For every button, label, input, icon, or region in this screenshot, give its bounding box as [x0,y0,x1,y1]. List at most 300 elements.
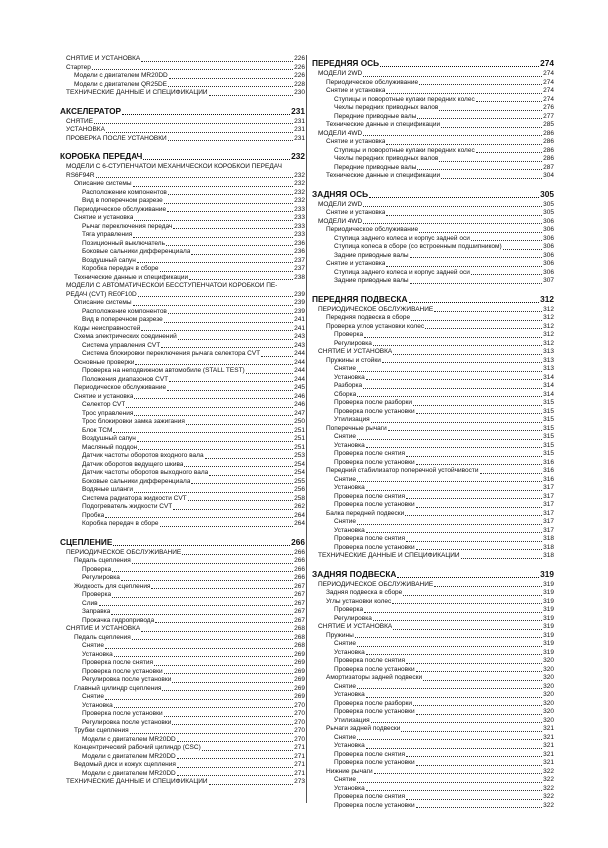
toc-entry[interactable] [312,527,554,536]
toc-section-heading[interactable] [60,536,305,549]
toc-page-number: 319 [543,589,554,596]
toc-entry[interactable] [312,138,554,147]
toc-entry[interactable] [60,308,305,317]
toc-entry-title: Проверка углов установки колес [326,322,425,330]
toc-entry[interactable] [60,617,305,626]
toc-entry-title: Воздушный сапун [82,435,136,442]
toc-page-number: 250 [294,418,305,425]
toc-entry[interactable] [60,64,305,73]
toc-entry-title: Модели с двигателем MR20DD [82,752,176,760]
toc-page-number: 306 [543,260,554,267]
toc-entry[interactable] [312,493,554,502]
toc-page-number: 244 [294,358,305,366]
toc-entry[interactable] [60,520,305,529]
dot-leader [503,249,542,250]
dot-leader [135,364,293,365]
toc-entry[interactable] [312,674,554,683]
toc-entry[interactable] [60,350,305,359]
toc-entry[interactable] [60,55,305,64]
toc-section-heading[interactable] [60,105,305,118]
toc-entry[interactable] [312,113,554,122]
toc-entry-title: ПЕРЕДНЯЯ ПОДВЕСКА [312,293,408,304]
toc-entry[interactable] [312,79,554,88]
dot-leader [162,690,293,691]
toc-entry[interactable] [60,444,305,453]
toc-entry[interactable] [60,214,305,223]
toc-page-number: 237 [294,265,305,272]
toc-entry-title: Основные проверки [74,358,135,366]
toc-entry[interactable] [60,118,305,127]
toc-entry[interactable] [312,742,554,751]
toc-entry[interactable] [60,608,305,617]
toc-entry[interactable] [60,549,305,558]
dot-leader [126,407,293,408]
dot-leader [114,656,293,657]
toc-entry[interactable] [312,96,554,105]
toc-entry-title: Проверка после установки [82,710,163,717]
toc-entry[interactable] [312,331,554,340]
toc-entry[interactable] [60,625,305,634]
toc-page-number: 319 [543,614,554,622]
toc-entry[interactable] [312,433,554,442]
toc-entry[interactable] [312,657,554,666]
dot-leader [413,705,542,706]
toc-entry-title: Ступицы и поворотные кулаки передних колес [334,95,475,103]
toc-entry[interactable] [60,197,305,206]
toc-entry[interactable] [60,384,305,393]
toc-entry[interactable] [60,574,305,583]
toc-page-number: 233 [294,214,305,221]
toc-entry[interactable] [312,340,554,349]
toc-entry-title: Расположение компонентов [82,188,167,196]
toc-page-number: 315 [543,407,554,415]
toc-entry-title: Проверка после снятия [334,793,406,800]
toc-entry[interactable] [312,552,554,561]
toc-entry[interactable] [60,778,305,787]
toc-entry[interactable] [312,459,554,468]
toc-entry[interactable] [60,359,305,368]
dot-leader [164,716,294,717]
toc-entry-title: Пробка [82,511,105,519]
toc-page-number: 322 [543,784,554,792]
toc-entry[interactable] [312,314,554,323]
toc-entry-title: Проверка после установки [334,708,415,715]
toc-section-heading[interactable] [312,568,554,581]
toc-entry-title: МОДЕЛИ С АВТОМАТИЧЕСКОЙ БЕССТУПЕНЧАТОЙ КОРОБКОЙ ПЕ- [66,282,278,289]
toc-page-number: 269 [294,693,305,700]
dot-leader [411,320,542,321]
toc-entry[interactable] [312,510,554,519]
toc-entry[interactable] [312,768,554,777]
toc-entry[interactable] [312,252,554,261]
toc-entry[interactable] [312,323,554,332]
toc-page-number: 266 [291,536,305,547]
toc-page-number: 306 [543,268,554,276]
toc-entry[interactable] [60,206,305,215]
toc-entry[interactable] [312,535,554,544]
toc-entry-title: Передний стабилизатор поперечной устойчивости [326,467,479,474]
toc-entry-title: Модели с двигателем QR25DE [74,80,168,88]
toc-entry[interactable] [312,269,554,278]
toc-entry[interactable] [60,753,305,762]
dot-leader [172,724,293,725]
toc-entry[interactable] [312,606,554,615]
toc-entry-title: СНЯТИЕ И УСТАНОВКА [318,623,393,630]
toc-entry[interactable] [312,365,554,374]
toc-entry[interactable] [312,164,554,173]
toc-entry-title: Установка [82,701,113,709]
dot-leader [439,161,542,162]
toc-entry-title: Установка [334,691,365,698]
toc-entry[interactable] [312,235,554,244]
dot-leader [461,558,543,559]
toc-entry-title: ПЕРИОДИЧЕСКОЕ ОБСЛУЖИВАНИЕ [66,548,182,556]
toc-entry[interactable] [312,785,554,794]
dot-leader [392,603,542,604]
toc-entry[interactable] [312,442,554,451]
toc-section-heading[interactable] [312,188,554,201]
toc-entry-title: Передние приводные валы [334,163,417,171]
toc-page-number: 312 [540,293,554,304]
dot-leader [113,432,293,433]
toc-entry-title: Проверка на неподвижном автомобиле (STALL TEST) [82,367,245,374]
toc-entry[interactable] [312,209,554,218]
toc-section-heading[interactable] [60,150,305,163]
toc-entry[interactable] [60,495,305,504]
toc-entry[interactable] [312,399,554,408]
toc-page-number: 239 [294,299,305,306]
dot-leader [164,322,293,323]
toc-entry[interactable] [312,581,554,590]
toc-page-number: 270 [294,701,305,709]
toc-entry[interactable] [60,461,305,470]
dot-leader [413,405,542,406]
toc-page-number: 243 [294,341,305,349]
toc-entry[interactable] [312,734,554,743]
toc-page-number: 313 [543,365,554,372]
dot-leader [357,524,542,525]
toc-entry-title: Проверка после установки [334,759,415,766]
toc-entry[interactable] [312,226,554,235]
toc-entry[interactable] [312,683,554,692]
toc-entry[interactable] [60,135,305,144]
toc-entry[interactable] [312,374,554,383]
dot-leader [106,132,293,133]
toc-section-heading[interactable] [312,57,554,70]
toc-entry[interactable] [60,600,305,609]
toc-entry-title: МОДЕЛИ 2WD [318,70,363,77]
toc-entry[interactable] [60,761,305,770]
toc-entry[interactable] [312,348,554,357]
toc-page-number: 251 [294,443,305,451]
toc-page-number: 314 [543,390,554,398]
dot-leader [96,177,294,178]
toc-entry[interactable] [312,759,554,768]
toc-entry[interactable] [312,691,554,700]
toc-page-number: 287 [543,163,554,171]
toc-section-heading[interactable] [312,293,554,306]
toc-entry[interactable] [60,172,305,181]
toc-page-number: 322 [543,776,554,783]
toc-entry[interactable] [312,382,554,391]
toc-entry[interactable] [60,512,305,521]
toc-page-number: 312 [543,314,554,321]
toc-entry[interactable] [60,223,305,232]
dot-leader [382,362,542,363]
toc-entry[interactable] [60,693,305,702]
toc-entry[interactable] [312,632,554,641]
toc-entry-title: Система блокировки переключения рычага селектора CVT [82,350,261,357]
toc-entry[interactable] [60,126,305,135]
toc-entry-title: Регулировка [82,574,120,581]
toc-entry[interactable] [312,501,554,510]
toc-entry[interactable] [60,486,305,495]
toc-entry[interactable] [60,557,305,566]
toc-entry[interactable] [312,243,554,252]
toc-entry[interactable] [60,81,305,90]
toc-entry[interactable] [312,121,554,130]
toc-page-number: 230 [294,89,305,96]
toc-entry[interactable] [60,163,305,172]
toc-page-number: 254 [294,469,305,476]
toc-entry[interactable] [60,393,305,402]
toc-entry[interactable] [60,282,305,291]
toc-entry[interactable] [312,155,554,164]
toc-entry-title: МОДЕЛИ 4WD [318,217,363,225]
dot-leader [105,648,293,649]
toc-entry-title: Проверка [82,565,112,573]
toc-entry-title: Регулировка [334,614,372,622]
toc-entry[interactable] [60,685,305,694]
dot-leader [130,733,293,734]
toc-entry-title: Ступица заднего колеса и корпус задней оси [334,268,470,276]
toc-entry[interactable] [312,306,554,315]
toc-entry-title: Ступицы и поворотные кулаки передних колес [334,146,475,154]
toc-entry-title: СНЯТИЕ [66,117,94,125]
toc-page-number: 267 [294,608,305,615]
toc-entry-title: Стартер [66,63,91,71]
toc-entry[interactable] [312,87,554,96]
toc-entry[interactable] [312,450,554,459]
toc-entry-title: Пружины [326,631,354,639]
dot-leader [94,123,293,124]
toc-entry[interactable] [60,299,305,308]
toc-entry[interactable] [312,598,554,607]
toc-entry[interactable] [60,367,305,376]
toc-entry[interactable] [312,793,554,802]
toc-entry[interactable] [60,248,305,257]
toc-entry[interactable] [312,666,554,675]
toc-entry[interactable] [60,231,305,240]
toc-entry[interactable] [60,770,305,779]
toc-entry[interactable] [60,591,305,600]
toc-entry[interactable] [60,180,305,189]
toc-entry[interactable] [312,130,554,139]
toc-entry[interactable] [60,410,305,419]
toc-entry-title: Модели с двигателем MR20DD [74,72,168,79]
dot-leader [111,614,293,615]
toc-entry[interactable] [312,725,554,734]
toc-entry[interactable] [60,634,305,643]
toc-entry[interactable] [60,503,305,512]
section-gap [312,561,554,566]
toc-page-number: 237 [294,256,305,264]
toc-entry[interactable] [60,566,305,575]
toc-entry[interactable] [312,172,554,181]
toc-entry[interactable] [60,736,305,745]
toc-entry-title: Трубки сцепления [74,727,129,734]
section-gap [312,286,554,291]
toc-entry[interactable] [312,70,554,79]
toc-entry[interactable] [312,649,554,658]
toc-entry-title: Описание системы [74,299,132,306]
toc-page-number: 271 [294,744,305,751]
toc-entry[interactable] [312,589,554,598]
toc-entry-title: Установка [334,742,365,749]
toc-entry[interactable] [312,700,554,709]
toc-entry[interactable] [60,710,305,719]
dot-leader [182,554,293,555]
toc-entry[interactable] [60,702,305,711]
toc-entry[interactable] [312,218,554,227]
dot-leader [380,66,539,67]
toc-entry-title: Описание системы [74,180,132,187]
toc-entry[interactable] [60,240,305,249]
dot-leader [141,61,293,62]
toc-entry[interactable] [312,260,554,269]
toc-entry[interactable] [312,802,554,811]
dot-leader [366,654,542,655]
toc-entry-title: Коробка передач в сборе [82,520,159,527]
toc-entry[interactable] [312,416,554,425]
toc-entry[interactable] [60,418,305,427]
toc-entry[interactable] [312,640,554,649]
toc-entry[interactable] [312,147,554,156]
toc-entry[interactable] [60,727,305,736]
toc-entry[interactable] [60,325,305,334]
toc-entry[interactable] [312,425,554,434]
dot-leader [105,517,293,518]
toc-entry[interactable] [60,265,305,274]
dot-leader [417,118,542,119]
toc-page-number: 320 [543,708,554,715]
toc-entry[interactable] [60,189,305,198]
toc-entry[interactable] [312,357,554,366]
toc-page-number: 315 [543,433,554,440]
toc-page-number: 266 [294,574,305,581]
toc-entry-title: Проверка после разборки [334,399,413,406]
dot-leader [134,398,293,399]
dot-leader [191,483,293,484]
toc-entry[interactable] [60,401,305,410]
toc-entry[interactable] [312,623,554,632]
toc-entry[interactable] [60,659,305,668]
toc-page-number: 264 [294,511,305,519]
toc-entry[interactable] [60,651,305,660]
toc-entry-title: ЗАДНЯЯ ПОДВЕСКА [312,568,397,579]
toc-page-number: 319 [543,640,554,647]
toc-entry[interactable] [60,291,305,300]
toc-entry[interactable] [312,277,554,286]
toc-entry[interactable] [312,518,554,527]
toc-page-number: 320 [543,682,554,690]
toc-entry[interactable] [312,201,554,210]
toc-entry[interactable] [60,469,305,478]
toc-entry-title: Проверка после снятия [334,492,406,500]
toc-entry[interactable] [312,615,554,624]
toc-entry[interactable] [312,408,554,417]
toc-page-number: 267 [294,616,305,624]
toc-entry[interactable] [60,435,305,444]
toc-entry[interactable] [312,751,554,760]
toc-page-number: 320 [543,665,554,673]
toc-page-number: 319 [543,580,554,588]
toc-entry-title: Коробка передач в сборе [82,265,159,272]
toc-entry[interactable] [60,72,305,81]
toc-entry[interactable] [312,391,554,400]
toc-entry[interactable] [312,544,554,553]
toc-entry-title: Коды неисправностей [74,324,141,332]
toc-entry-title: СНЯТИЕ И УСТАНОВКА [66,55,141,62]
toc-entry-title: РЕДАЧ (CVT) RE0F10D [66,290,137,298]
toc-entry-title: СЦЕПЛЕНИЕ [60,536,113,547]
toc-page-number: 247 [294,409,305,417]
toc-entry[interactable] [60,719,305,728]
toc-entry[interactable] [312,708,554,717]
toc-page-number: 318 [543,535,554,542]
toc-page-number: 320 [543,699,554,707]
toc-entry[interactable] [312,717,554,726]
toc-entry[interactable] [60,478,305,487]
toc-entry-title: МОДЕЛИ С 6-СТУПЕНЧАТОЙ МЕХАНИЧЕСКОЙ КОРОБКОЙ ПЕРЕДАЧ [66,163,282,170]
toc-entry[interactable] [60,257,305,266]
dot-leader [393,354,542,355]
toc-entry[interactable] [60,676,305,685]
toc-entry[interactable] [60,333,305,342]
toc-entry[interactable] [312,104,554,113]
toc-entry-title: Снятие [334,733,357,741]
dot-leader [434,586,542,587]
toc-entry[interactable] [60,316,305,325]
toc-entry-title: Снятие и установка [74,392,134,400]
dot-leader [188,500,294,501]
toc-entry[interactable] [60,274,305,283]
toc-entry[interactable] [60,744,305,753]
dot-leader [363,135,542,136]
toc-page-number: 268 [294,625,305,632]
toc-entry-title: Задние приводные валы [334,277,409,284]
toc-entry[interactable] [60,342,305,351]
toc-page-number: 305 [543,209,554,216]
toc-entry-title: RS6F94R [66,171,95,179]
toc-entry[interactable] [60,642,305,651]
toc-entry[interactable] [312,776,554,785]
toc-entry[interactable] [312,484,554,493]
toc-entry[interactable] [60,583,305,592]
toc-entry[interactable] [60,668,305,677]
dot-leader [205,458,294,459]
toc-entry[interactable] [60,452,305,461]
toc-entry-title: ТЕХНИЧЕСКИЕ ДАННЫЕ И СПЕЦИФИКАЦИИ [66,89,208,96]
toc-entry[interactable] [60,89,305,98]
toc-entry[interactable] [60,427,305,436]
toc-page-number: 269 [294,659,305,666]
toc-entry[interactable] [312,476,554,485]
dot-leader [363,223,542,224]
toc-entry[interactable] [312,467,554,476]
toc-entry[interactable] [60,376,305,385]
toc-page-number: 226 [294,72,305,79]
